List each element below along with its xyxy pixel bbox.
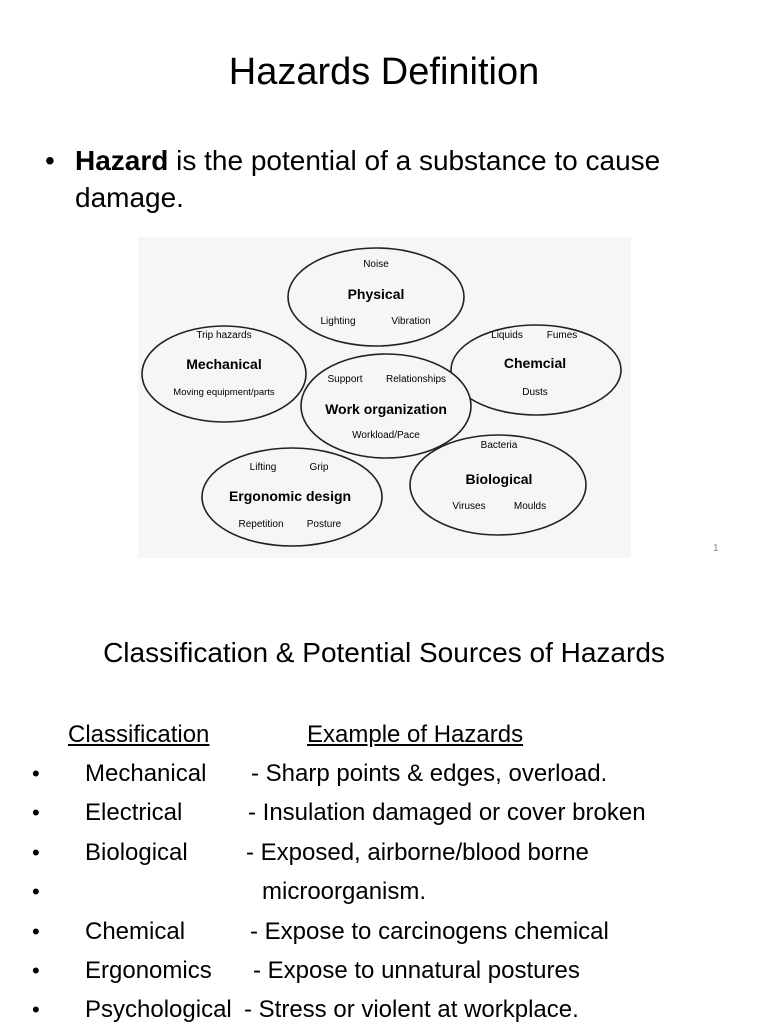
example-text: - Exposed, airborne/blood borne [246, 839, 589, 866]
bullet-dot: • [45, 145, 55, 176]
mechanical-title: Mechanical [186, 356, 262, 372]
classification-label: Psychological [85, 996, 232, 1023]
center-title: Work organization [325, 401, 447, 417]
definition-term: Hazard [75, 145, 169, 176]
classification-label: Biological [85, 839, 188, 866]
chemcial-bottom-label: Dusts [522, 387, 548, 398]
chemcial-title: Chemcial [503, 355, 567, 371]
list-item [0, 836, 768, 875]
biological-left-label: Viruses [452, 501, 486, 512]
physical-right-label: Vibration [391, 316, 431, 327]
bullet-dot: • [32, 919, 40, 944]
ergonomic-bottom-left-label: Repetition [238, 519, 284, 530]
definition-text [75, 142, 745, 216]
page-number: 1 [713, 543, 719, 554]
ergonomic-left-label: Lifting [249, 462, 277, 473]
bullet-dot: • [32, 800, 40, 825]
classification-label: Ergonomics [85, 957, 212, 984]
physical-top-label: Noise [363, 259, 389, 270]
list-item [0, 796, 768, 835]
slide-title: Hazards Definition [228, 51, 540, 93]
bullet-dot: • [32, 879, 40, 904]
mechanical-top-label: Trip hazards [196, 330, 252, 341]
mechanical-bottom-label: Moving equipment/parts [173, 387, 275, 398]
biological-title: Biological [465, 471, 533, 487]
header-classification: Classification [68, 721, 210, 748]
bullet-dot: • [32, 840, 40, 865]
example-text: - Sharp points & edges, overload. [251, 760, 608, 787]
list-item [0, 993, 768, 1032]
center-top-left-label: Support [327, 374, 363, 385]
ergonomic-bottom-right-label: Posture [306, 519, 342, 530]
classification-label: Chemical [85, 918, 186, 945]
biological-right-label: Moulds [513, 501, 547, 512]
definition-rest: is the potential of a substance to cause damage. [75, 145, 661, 213]
section-title: Classification & Potential Sources of Hazards [103, 637, 665, 668]
example-text: - Insulation damaged or cover broken [248, 799, 646, 826]
header-example: Example of Hazards [307, 721, 524, 748]
center-top-right-label: Relationships [385, 374, 447, 385]
classification-label: Mechanical [85, 760, 207, 787]
example-text: - Stress or violent at workplace. [244, 996, 579, 1023]
bullet-dot: • [32, 958, 40, 983]
example-text: - Expose to carcinogens chemical [250, 918, 609, 945]
example-text: microorganism. [262, 878, 427, 905]
ergonomic-title: Ergonomic design [228, 488, 352, 504]
ergonomic-right-label: Grip [309, 462, 329, 473]
center-bottom-label: Workload/Pace [352, 430, 420, 441]
bullet-dot: • [32, 761, 40, 786]
chemcial-left-label: Liquids [491, 330, 523, 341]
biological-top-label: Bacteria [480, 440, 518, 451]
classification-label: Electrical [85, 799, 183, 826]
list-item [0, 954, 768, 993]
physical-title: Physical [347, 286, 405, 302]
example-text: - Expose to unnatural postures [253, 957, 580, 984]
chemcial-right-label: Fumes [546, 330, 578, 341]
physical-left-label: Lighting [320, 316, 356, 327]
bullet-dot: • [32, 997, 40, 1022]
hazard-diagram [138, 237, 631, 558]
list-item [0, 875, 768, 914]
list-item [0, 915, 768, 954]
list-item [0, 757, 768, 796]
